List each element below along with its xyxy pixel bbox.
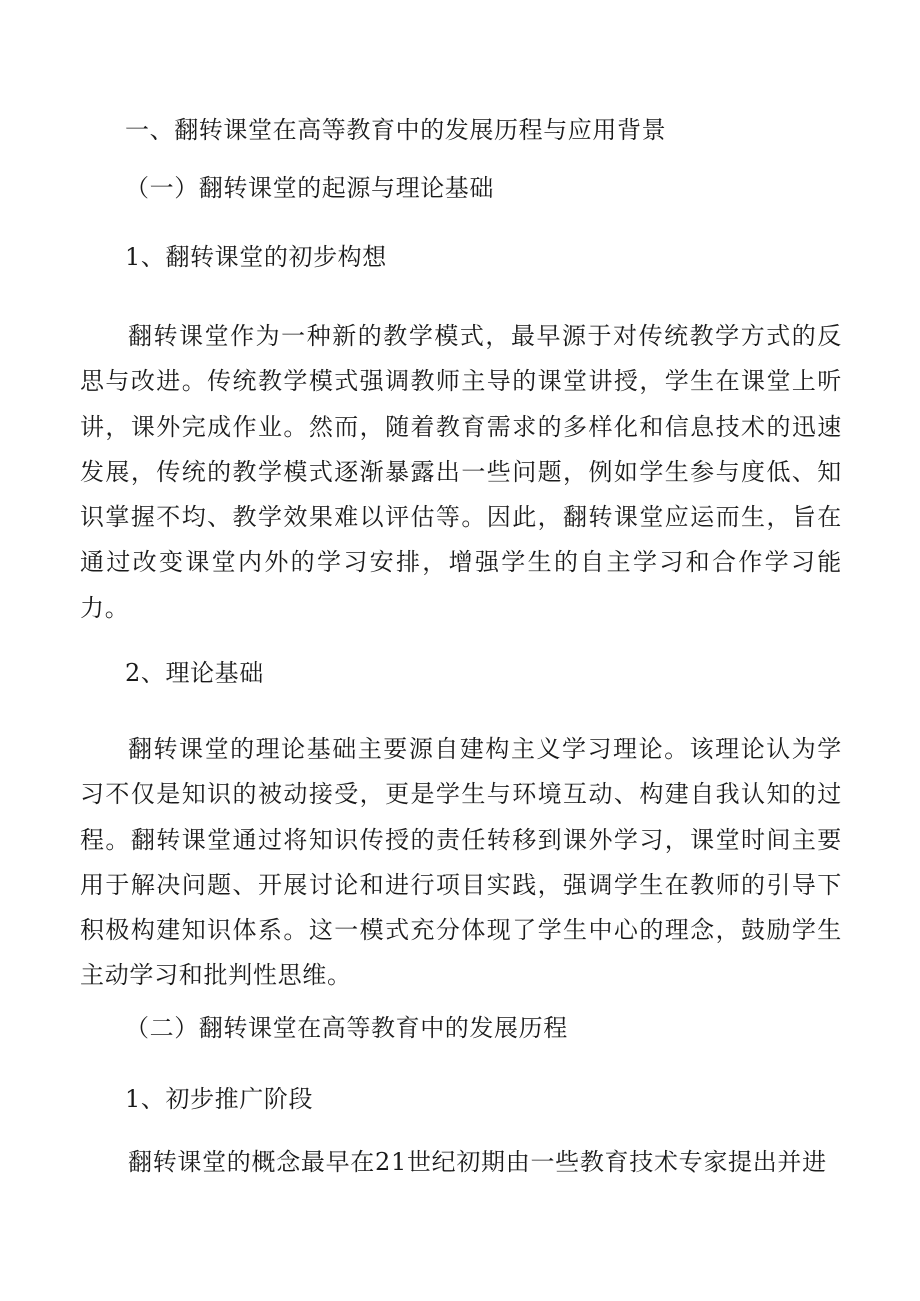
- section-heading-origin: （一）翻转课堂的起源与理论基础: [125, 174, 494, 202]
- paragraph-initial-concept: 翻转课堂作为一种新的教学模式，最早源于对传统教学方式的反思与改进。传统教学模式强调教师主导的课堂讲授，学生在课堂上听讲，课外完成作业。然而，随着教育需求的多样化和信息技术的迅速发展，传统的教学模式逐渐暴露出一些问题，例如学生参与度低、知识掌握不均、教学效果难以评估等。因此，翻转课堂应运而生，旨在通过改变课堂内外的学习安排，增强学生的自主学习和合作学习能力。: [80, 322, 842, 622]
- paragraph-initial-promotion: 翻转课堂的概念最早在21世纪初期由一些教育技术专家提出并进: [128, 1148, 827, 1176]
- subheading-theory: 2、理论基础: [125, 659, 264, 687]
- paragraph-theory: 翻转课堂的理论基础主要源自建构主义学习理论。该理论认为学习不仅是知识的被动接受，更是学生与环境互动、构建自我认知的过程。翻转课堂通过将知识传授的责任转移到课外学习，课堂时间主要用于解决问题、开展讨论和进行项目实践，强调学生在教师的引导下积极构建知识体系。这一模式充分体现了学生中心的理念，鼓励学生主动学习和批判性思维。: [80, 735, 842, 990]
- subheading-initial-promotion: 1、初步推广阶段: [125, 1085, 314, 1113]
- subheading-initial-concept: 1、翻转课堂的初步构想: [125, 243, 387, 271]
- section-heading-development: （二）翻转课堂在高等教育中的发展历程: [125, 1014, 568, 1042]
- main-heading: 一、翻转课堂在高等教育中的发展历程与应用背景: [125, 116, 667, 144]
